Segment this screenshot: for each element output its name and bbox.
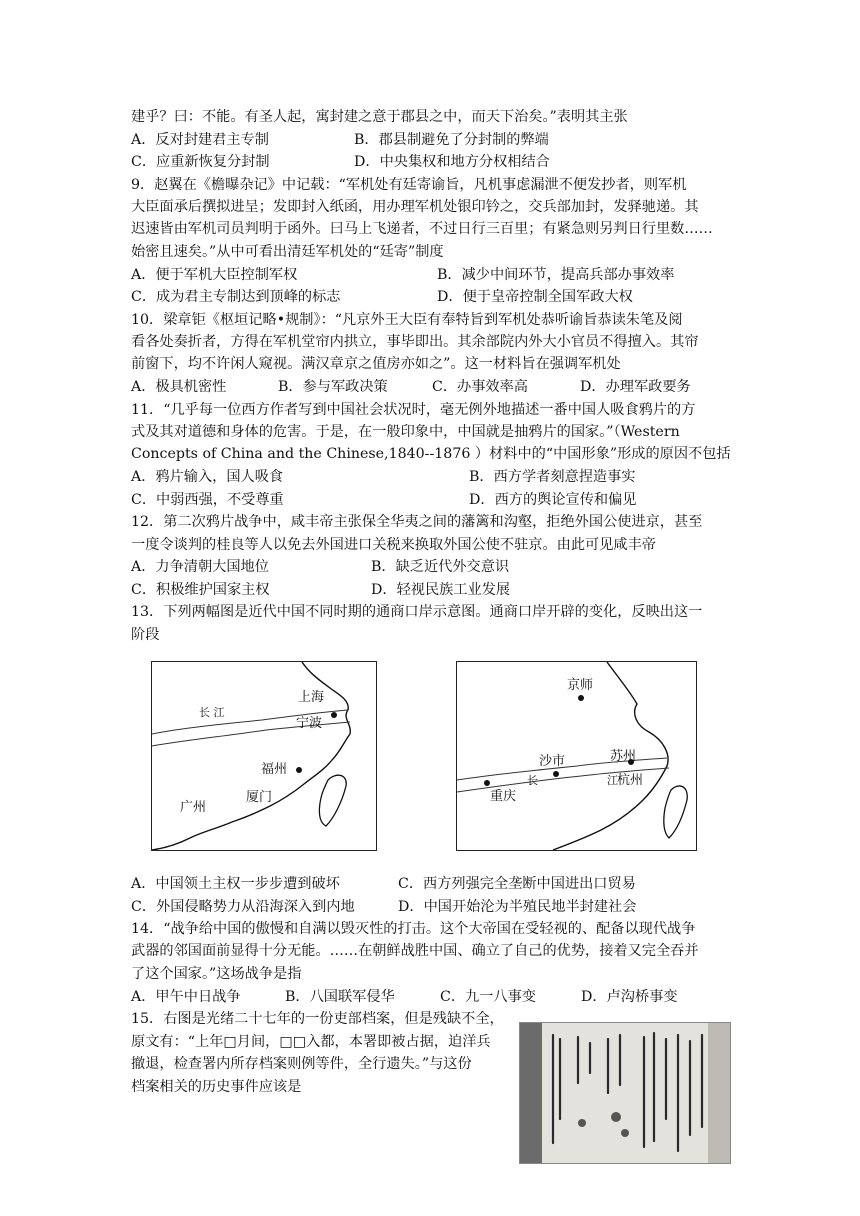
- q11-option-d[interactable]: D．西方的舆论宣传和偏见: [469, 492, 637, 508]
- q13-option-a[interactable]: A．中国领土主权一步步遭到破坏: [131, 876, 340, 892]
- city-label-shanghai: 上海: [298, 690, 325, 705]
- coastline-graphic: [152, 662, 376, 850]
- q8-option-d[interactable]: D．中央集权和地方分权相结合: [354, 154, 550, 170]
- q15-stem-line-2: 原文有：“上年□月间，□□入都，本署即被占据，迫洋兵: [131, 1034, 491, 1050]
- manuscript-graphic: [520, 1023, 730, 1163]
- city-label-suzhou: 苏州: [610, 749, 637, 764]
- q8-option-b[interactable]: B．郡县制避免了分封制的弊端: [354, 132, 549, 148]
- q14-option-a[interactable]: A．甲午中日战争: [131, 989, 241, 1005]
- city-marker-shashi: [553, 771, 559, 777]
- river-label-2: 江: [607, 774, 618, 787]
- q14-option-c[interactable]: C．九一八事变: [440, 989, 536, 1005]
- q11-option-a[interactable]: A．鸦片输入，国人吸食: [131, 469, 284, 485]
- city-marker-jingshi: [578, 695, 584, 701]
- q10-stem-line-1: 10．梁章钜《枢垣记略•规制》：“凡京外王大臣有奉特旨到军机处恭听谕旨恭读朱笔及阅: [131, 312, 683, 328]
- q9-stem-line-3: 迟速皆由军机司员判明于函外。曰马上飞递者，不过日行三百里；有紧急则另判日行里数……: [131, 221, 713, 237]
- q10-stem-line-3: 前窗下，均不许闲人窥视。满汉章京之值房亦如之”。这一材料旨在强调军机处: [131, 356, 621, 372]
- q10-stem-line-2: 看各处奏折者，方得在军机堂帘内拱立，事毕即出。其余部院内外大小官员不得擅入。其帘: [131, 334, 699, 350]
- q12-option-c[interactable]: C．积极维护国家主权: [131, 582, 270, 598]
- q15-stem-line-1: 15．右图是光绪二十七年的一份吏部档案，但是残缺不全，: [131, 1011, 504, 1027]
- archive-document-image: [519, 1022, 731, 1164]
- q9-option-d[interactable]: D．便于皇帝控制全国军政大权: [437, 289, 633, 305]
- q9-option-b[interactable]: B．减少中间环节，提高兵部办事效率: [437, 267, 675, 283]
- city-marker-fuzhou: [296, 767, 302, 773]
- city-label-guangzhou: 广州: [180, 800, 207, 815]
- q13-option-d[interactable]: D．中国开始沦为半殖民地半封建社会: [398, 899, 637, 915]
- q14-stem-line-3: 了这个国家。”这场战争是指: [131, 966, 302, 982]
- q12-stem-line-2: 一度令谈判的桂良等人以免去外国进口关税来换取外国公使不驻京。由此可见咸丰帝: [131, 537, 656, 553]
- river-label: 长 江: [199, 706, 225, 719]
- q11-stem-line-1: 11．“几乎每一位西方作者写到中国社会状况时，毫无例外地描述一番中国人吸食鸦片的方: [131, 402, 696, 418]
- q12-option-d[interactable]: D．轻视民族工业发展: [371, 582, 511, 598]
- river-label-1: 长: [527, 774, 538, 787]
- q8-option-a[interactable]: A．反对封建君主专制: [131, 132, 269, 148]
- q12-option-b[interactable]: B．缺乏近代外交意识: [371, 559, 510, 575]
- q14-stem-line-2: 武器的邻国面前显得十分无能。……在朝鲜战胜中国、确立了自己的优势，接着又完全吞并: [131, 943, 699, 959]
- q11-stem-line-2: 式及其对道德和身体的危害。于是，在一般印象中，中国就是抽鸦片的国家。”（Western: [131, 424, 680, 440]
- city-label-hangzhou: 杭州: [617, 773, 644, 788]
- city-label-chongqing: 重庆: [490, 789, 517, 804]
- city-label-shashi: 沙市: [539, 754, 566, 769]
- q10-option-a[interactable]: A．极具机密性: [131, 379, 227, 395]
- q10-option-d[interactable]: D．办理军政要务: [580, 379, 691, 395]
- city-label-fuzhou: 福州: [261, 762, 288, 777]
- city-marker-ningbo: [331, 712, 337, 718]
- q9-stem-line-1: 9．赵翼在《檐曝杂记》中记载：“军机处有廷寄谕旨，凡机事虑漏泄不便发抄者，则军机: [131, 177, 687, 193]
- q14-option-b[interactable]: B．八国联军侵华: [285, 989, 395, 1005]
- q9-stem-line-2: 大臣面承后撰拟进呈；发即封入纸函，用办理军机处银印钤之，交兵部加封，发驿驰递。其: [131, 199, 699, 215]
- city-label-xiamen: 厦门: [246, 790, 273, 805]
- city-label-ningbo: 宁波: [296, 716, 323, 731]
- q12-stem-line-1: 12．第二次鸦片战争中，咸丰帝主张保全华夷之间的藩篱和沟壑，拒绝外国公使进京，甚至: [131, 514, 703, 530]
- q9-stem-line-4: 始密且速矣。”从中可看出清廷军机处的“廷寄”制度: [131, 244, 444, 260]
- q8-option-c[interactable]: C．应重新恢复分封制: [131, 154, 270, 170]
- q11-stem-line-3: Concepts of China and the Chinese,1840--1876 ）材料中的“中国形象”形成的原因不包括: [131, 446, 731, 462]
- q9-option-a[interactable]: A．便于军机大臣控制军权: [131, 267, 298, 283]
- q9-option-c[interactable]: C．成为君主专制达到顶峰的标志: [131, 289, 341, 305]
- q13-stem-line-2: 阶段: [131, 627, 160, 643]
- q15-stem-line-4: 档案相关的历史事件应该是: [131, 1079, 302, 1095]
- q8-stem-line: 建乎？曰：不能。有圣人起，寓封建之意于郡县之中，而天下治矣。”表明其主张: [131, 109, 628, 125]
- city-label-jingshi: 京师: [567, 678, 594, 693]
- q13-option-c-first[interactable]: C．西方列强完全垄断中国进出口贸易: [398, 876, 636, 892]
- treaty-ports-map-2: [456, 661, 697, 851]
- q12-option-a[interactable]: A．力争清朝大国地位: [131, 559, 269, 575]
- q13-stem-line-1: 13．下列两幅图是近代中国不同时期的通商口岸示意图。通商口岸开辟的变化，反映出这一: [131, 604, 703, 620]
- q13-option-c-second[interactable]: C．外国侵略势力从沿海深入到内地: [131, 899, 355, 915]
- q15-stem-line-3: 撤退，检查署内所存档案则例等件，全行遗失。”与这份: [131, 1056, 472, 1072]
- treaty-ports-map-1: [151, 661, 377, 851]
- q10-option-b[interactable]: B．参与军政决策: [278, 379, 388, 395]
- q11-option-b[interactable]: B．西方学者刻意捏造事实: [469, 469, 636, 485]
- q14-option-d[interactable]: D．卢沟桥事变: [581, 989, 678, 1005]
- q14-stem-line-1: 14．“战争给中国的傲慢和自满以毁灭性的打击。这个大帝国在受轻视的、配备以现代战争: [131, 921, 696, 937]
- q10-option-c[interactable]: C．办事效率高: [432, 379, 528, 395]
- q11-option-c[interactable]: C．中弱西强，不受尊重: [131, 492, 284, 508]
